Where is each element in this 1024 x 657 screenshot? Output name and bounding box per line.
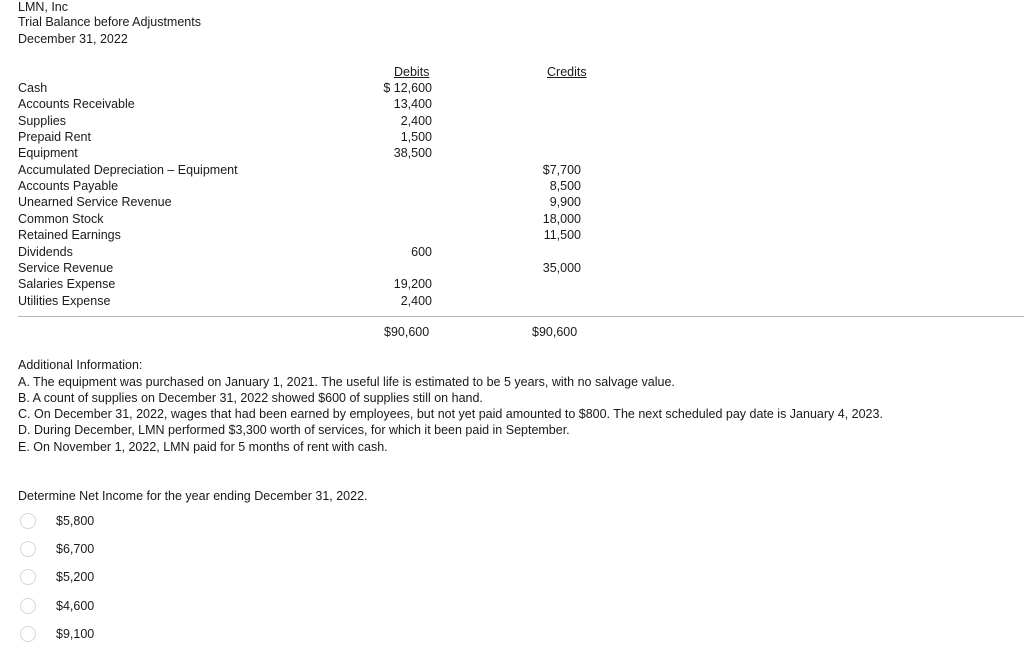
- account-name: Dividends: [18, 245, 73, 259]
- answer-radio-4[interactable]: [20, 598, 36, 614]
- account-name: Prepaid Rent: [18, 130, 91, 144]
- answer-label-5[interactable]: $9,100: [56, 627, 95, 641]
- debit-amount: 1,500: [400, 130, 432, 144]
- debits-heading: Debits: [394, 65, 430, 79]
- totals-divider: [18, 316, 1024, 317]
- credit-amount: 8,500: [549, 179, 581, 193]
- info-item-b: B. A count of supplies on December 31, 2022 showed $600 of supplies still on hand.: [18, 391, 483, 405]
- account-name: Service Revenue: [18, 261, 114, 275]
- account-name: Supplies: [18, 114, 66, 128]
- answer-radio-5[interactable]: [20, 626, 36, 642]
- credit-amount: 35,000: [542, 261, 581, 275]
- answer-label-4[interactable]: $4,600: [56, 599, 95, 613]
- account-name: Retained Earnings: [18, 228, 121, 242]
- credit-amount: $7,700: [542, 163, 581, 177]
- account-name: Common Stock: [18, 212, 104, 226]
- account-name: Accumulated Depreciation – Equipment: [18, 163, 238, 177]
- company-name: LMN, Inc: [18, 0, 69, 14]
- answer-label-2[interactable]: $6,700: [56, 542, 95, 556]
- account-name: Accounts Payable: [18, 179, 119, 193]
- credit-amount: 9,900: [549, 195, 581, 209]
- account-name: Equipment: [18, 146, 78, 160]
- account-name: Salaries Expense: [18, 277, 116, 291]
- total-debits: $90,600: [384, 325, 430, 339]
- answer-radio-2[interactable]: [20, 541, 36, 557]
- total-credits: $90,600: [532, 325, 578, 339]
- question-prompt: Determine Net Income for the year ending December 31, 2022.: [18, 489, 368, 503]
- answer-label-3[interactable]: $5,200: [56, 570, 95, 584]
- credit-amount: 11,500: [543, 228, 581, 242]
- debit-amount: 13,400: [393, 97, 432, 111]
- debit-amount: 38,500: [393, 146, 432, 160]
- account-name: Accounts Receivable: [18, 97, 135, 111]
- info-item-d: D. During December, LMN performed $3,300 worth of services, for which it been paid in September.: [18, 423, 570, 437]
- debit-amount: 2,400: [400, 114, 432, 128]
- debit-amount: 600: [411, 245, 432, 259]
- credits-heading: Credits: [547, 65, 587, 79]
- debit-amount: $ 12,600: [383, 81, 432, 95]
- report-date: December 31, 2022: [18, 32, 128, 46]
- account-name: Cash: [18, 81, 48, 95]
- report-title: Trial Balance before Adjustments: [18, 15, 201, 29]
- debit-amount: 2,400: [400, 294, 432, 308]
- info-item-a: A. The equipment was purchased on January 1, 2021. The useful life is estimated to be 5 years, with no salvage value.: [18, 375, 675, 389]
- account-name: Unearned Service Revenue: [18, 195, 172, 209]
- answer-label-1[interactable]: $5,800: [56, 514, 95, 528]
- account-name: Utilities Expense: [18, 294, 111, 308]
- info-item-c: C. On December 31, 2022, wages that had been earned by employees, but not yet paid amounted to $800. The next scheduled pay date is January 4, 2023.: [18, 407, 883, 421]
- debit-amount: 19,200: [393, 277, 432, 291]
- info-item-e: E. On November 1, 2022, LMN paid for 5 months of rent with cash.: [18, 440, 388, 454]
- additional-info-heading: Additional Information:: [18, 358, 143, 372]
- answer-radio-1[interactable]: [20, 513, 36, 529]
- credit-amount: 18,000: [542, 212, 581, 226]
- answer-radio-3[interactable]: [20, 569, 36, 585]
